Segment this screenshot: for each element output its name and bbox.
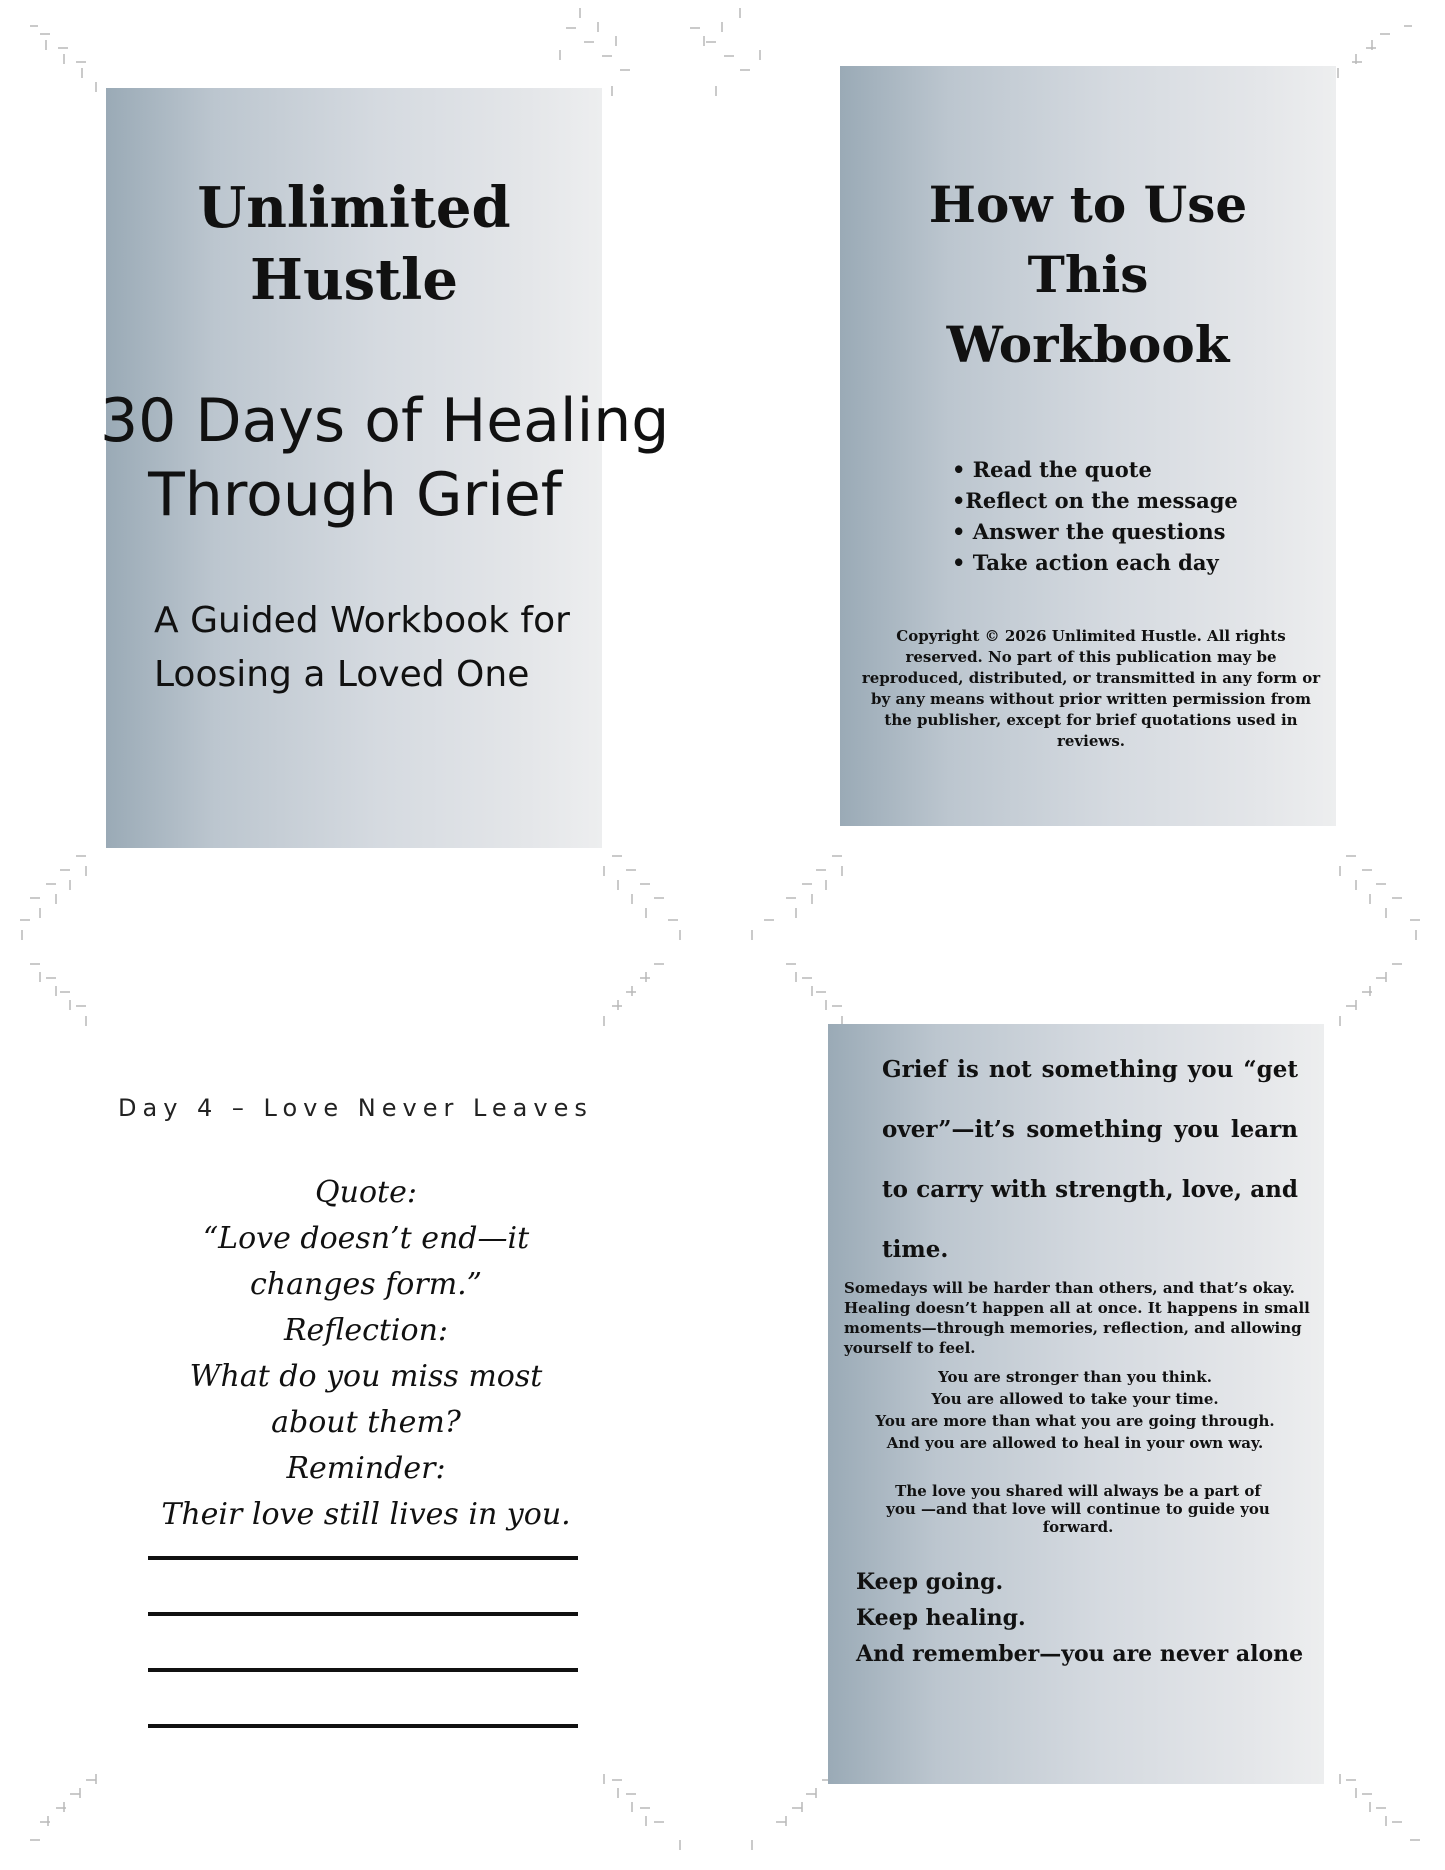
reminder-label: Reminder:	[286, 1451, 446, 1486]
reminder-text: Their love still lives in you.	[161, 1497, 571, 1532]
closing-lead: Grief is not something you “get over”—it’s something you learn to carry with strength, love, and time.	[882, 1056, 1298, 1263]
instructions-heading	[840, 170, 1336, 380]
closing-line3: And remember—you are never alone	[856, 1641, 1304, 1667]
closing-paragraph: Somedays will be harder than others, and that’s okay. Healing doesn’t happen all at once. It happens in small moments—through memories, reflection, and allowing yourself to feel.	[844, 1279, 1310, 1357]
step-item: • Read the quote	[952, 457, 1152, 482]
writing-line[interactable]	[148, 1612, 578, 1616]
closing-line1: Keep going.	[856, 1569, 1004, 1595]
day-prompts	[106, 1170, 626, 1538]
quote-line2: changes form.”	[249, 1267, 483, 1302]
day-page	[106, 1030, 626, 1790]
writing-line[interactable]	[148, 1556, 578, 1560]
affirmation-line: You are more than what you are going through.	[875, 1412, 1275, 1430]
quote-line1: “Love doesn’t end—it	[202, 1221, 530, 1256]
cover-subtitle-line1: A Guided Workbook for	[154, 600, 570, 641]
cover-title-line2: Through Grief	[148, 460, 562, 530]
affirmation-line: And you are allowed to heal in your own way.	[886, 1434, 1264, 1452]
affirmation-line: You are allowed to take your time.	[931, 1390, 1219, 1408]
closing-lines	[856, 1564, 1326, 1672]
step-item: •Reflect on the message	[952, 488, 1238, 513]
instructions-heading-line1: How to Use	[928, 175, 1248, 234]
cover-subtitle-line2: Loosing a Loved One	[154, 654, 530, 695]
step-item: • Take action each day	[952, 550, 1219, 575]
instructions-page	[840, 66, 1336, 826]
day-title: Day 4 – Love Never Leaves	[118, 1094, 593, 1122]
instructions-heading-line2: This	[1027, 245, 1149, 304]
writing-line[interactable]	[148, 1668, 578, 1672]
reflection-line1: What do you miss most	[189, 1359, 543, 1394]
cover-brand-line1: Unlimited	[197, 175, 511, 241]
affirmation-line: You are stronger than you think.	[938, 1368, 1212, 1386]
instructions-heading-line3: Workbook	[946, 315, 1230, 374]
love-note: The love you shared will always be a part of you —and that love will continue to guide you forward.	[886, 1482, 1270, 1536]
cover-brand	[106, 172, 602, 316]
writing-line[interactable]	[148, 1724, 578, 1728]
reflection-label: Reflection:	[283, 1313, 449, 1348]
cover-title	[100, 384, 670, 532]
instructions-steps	[952, 454, 1312, 578]
reflection-line2: about them?	[271, 1405, 461, 1440]
closing-line2: Keep healing.	[856, 1605, 1026, 1631]
affirmations	[844, 1366, 1306, 1454]
cover-subtitle	[154, 594, 594, 702]
cover-title-line1: 30 Days of Healing	[100, 386, 670, 456]
copyright-notice: Copyright © 2026 Unlimited Hustle. All rights reserved. No part of this publication may be reproduced, distributed, or transmitted in any form or by any means without prior written permission from the publisher, except for brief quotations used in reviews.	[861, 627, 1321, 750]
closing-page	[828, 1024, 1324, 1784]
cover-page	[100, 88, 670, 848]
quote-label: Quote:	[315, 1175, 417, 1210]
step-item: • Answer the questions	[952, 519, 1226, 544]
cover-brand-line2: Hustle	[250, 247, 458, 313]
